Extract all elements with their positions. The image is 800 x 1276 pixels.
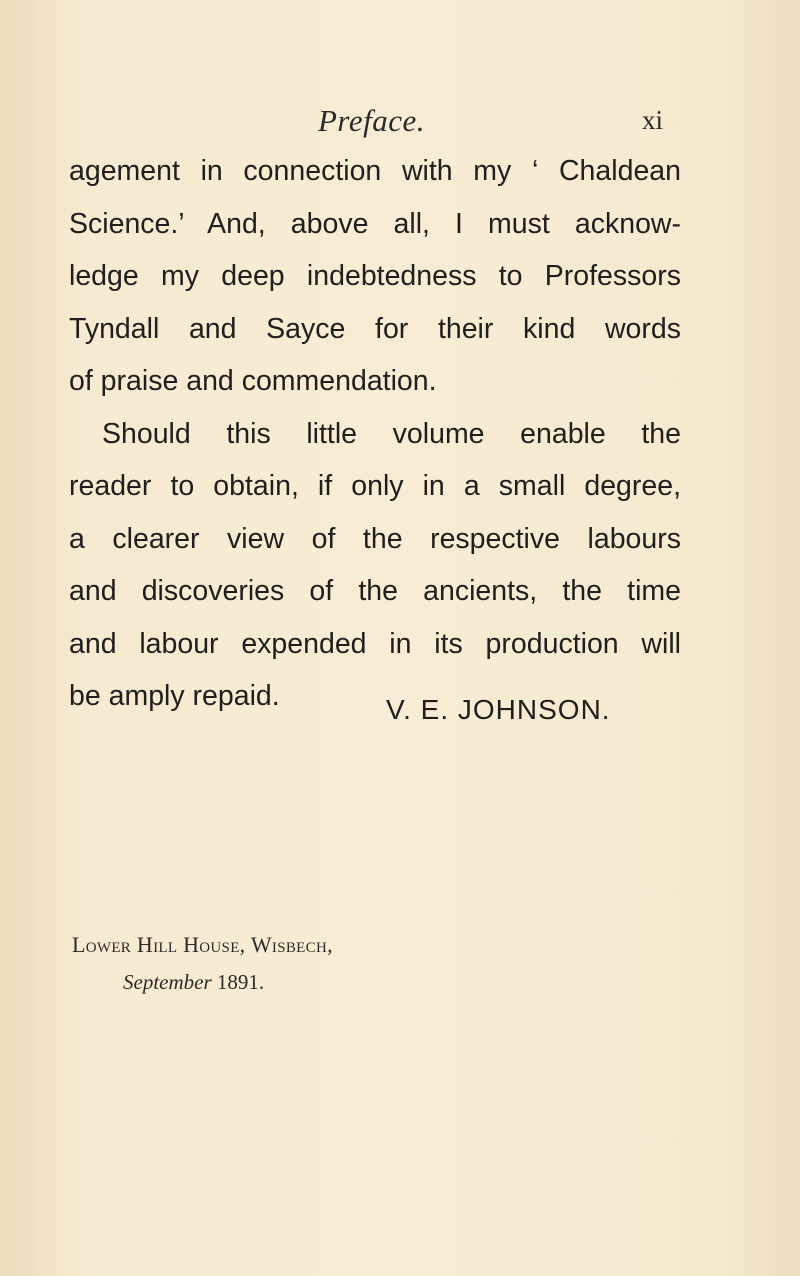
address-line <box>72 932 333 958</box>
text-line: a clearer view of the respective labours <box>69 522 681 555</box>
text-line: Science.’ And, above all, I must acknow- <box>69 207 681 240</box>
text-line: Should this little volume enable the <box>102 417 681 450</box>
author-name: V. E. JOHNSON. <box>386 694 611 725</box>
text-line: agement in connection with my ‘ Chaldean <box>69 155 681 187</box>
date-line <box>123 970 264 995</box>
text-line: Tyndall and Sayce for their kind words <box>69 312 681 345</box>
text-line: and labour expended in its production will <box>69 627 681 660</box>
preface-text <box>69 145 681 723</box>
text-line: and discoveries of the ancients, the time <box>69 575 681 607</box>
text-line: reader to obtain, if only in a small degree, <box>69 470 681 502</box>
address-text: Lower Hill House, Wisbech, <box>72 932 333 957</box>
text-line: be amply repaid. <box>69 680 280 712</box>
running-header <box>0 103 800 143</box>
page-number: xi <box>642 105 664 135</box>
text-line: ledge my deep indebtedness to Professors <box>69 260 681 292</box>
text-line: of praise and commendation. <box>69 365 437 397</box>
date-year: 1891. <box>216 970 265 994</box>
running-title: Preface. <box>318 103 425 138</box>
date-month: September <box>123 970 212 994</box>
author-signature <box>0 694 800 744</box>
